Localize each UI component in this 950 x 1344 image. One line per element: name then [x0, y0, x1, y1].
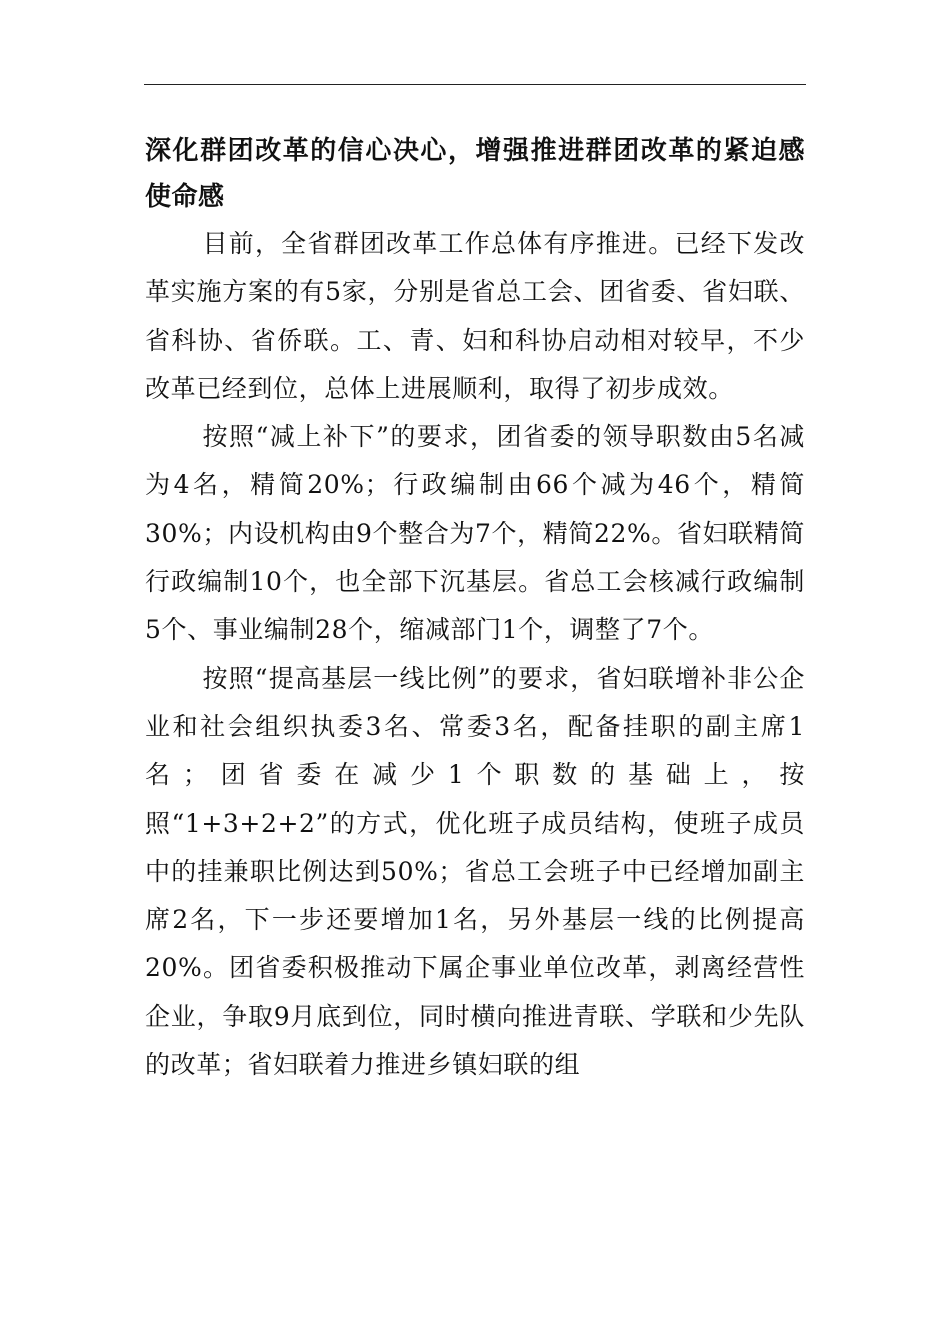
header-rule: [144, 84, 806, 85]
paragraph-grassroots-ratio: 按照“提高基层一线比例”的要求，省妇联增补非公企业和社会组织执委3名、常委3名，配备挂职的副主席1名；团省委在减少1个职数的基础上，按照“1+3+2+2”的方式，优化班子成员结构，使班子成员中的挂兼职比例达到50%；省总工会班子中已经增加副主席2名，下一步还要增加1名，另外基层一线的比例提高20%。团省委积极推动下属企事业单位改革，剥离经营性企业，争取9月底到位，同时横向推进青联、学联和少先队的改革；省妇联着力推进乡镇妇联的组: [145, 663, 805, 1080]
document-body: [145, 128, 805, 1089]
paragraph-progress-overview: 目前，全省群团改革工作总体有序推进。已经下发改革实施方案的有5家，分别是省总工会、团省委、省妇联、省科协、省侨联。工、青、妇和科协启动相对较早，不少改革已经到位，总体上进展顺利，取得了初步成效。: [145, 229, 805, 403]
section-heading: 深化群团改革的信心决心，增强推进群团改革的紧迫感使命感: [145, 136, 805, 212]
paragraph-staff-reduction: 按照“减上补下”的要求，团省委的领导职数由5名减为4名，精简20%；行政编制由66个减为46个，精简30%；内设机构由9个整合为7个，精简22%。省妇联精简行政编制10个，也全部下沉基层。省总工会核减行政编制5个、事业编制28个，缩减部门1个，调整了7个。: [145, 422, 805, 645]
